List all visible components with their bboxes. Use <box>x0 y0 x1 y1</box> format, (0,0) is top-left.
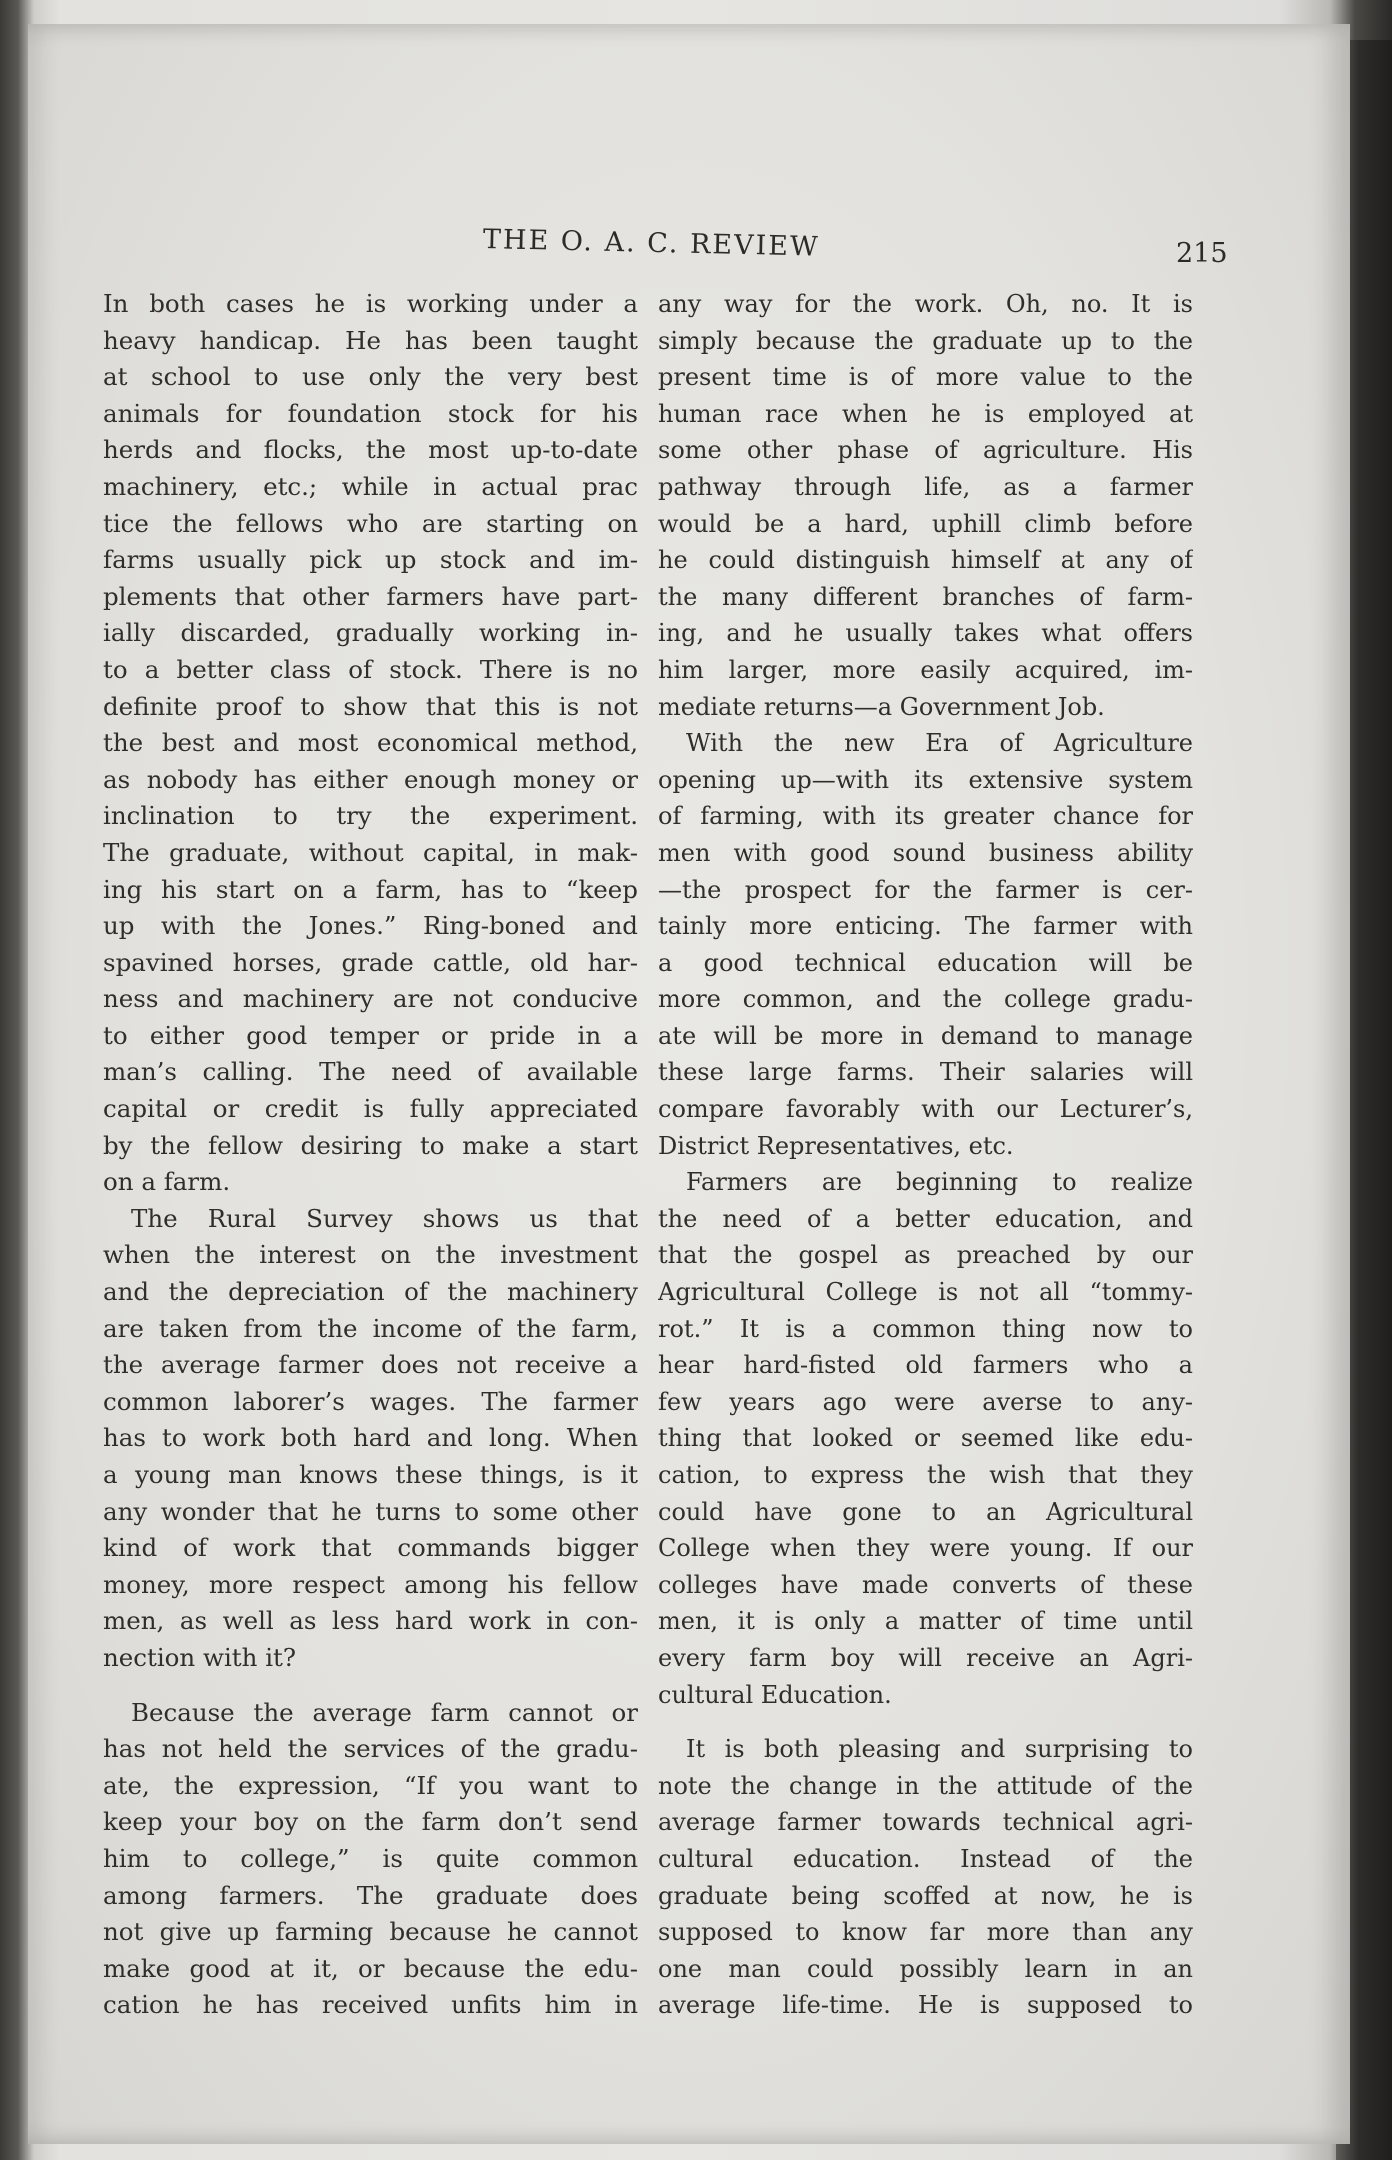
text-line: nection with it? <box>103 1642 297 1672</box>
text-line: Agricultural College is not all “tommy- <box>658 1278 1193 1307</box>
text-line: by the fellow desiring to make a start <box>103 1130 638 1160</box>
text-line: supposed to know far more than any <box>658 1918 1193 1947</box>
text-line: The Rural Survey shows us that <box>131 1203 638 1233</box>
text-line: farms usually pick up stock and im- <box>103 545 638 575</box>
text-line: any wonder that he turns to some other <box>103 1496 638 1526</box>
text-line: ially discarded, gradually working in- <box>103 618 638 648</box>
text-line: cultural education. Instead of the <box>658 1844 1193 1873</box>
text-line: man’s calling. The need of available <box>103 1057 638 1087</box>
text-line: human race when he is employed at <box>658 399 1193 428</box>
text-line: cation, to express the wish that they <box>658 1461 1193 1489</box>
text-line: has not held the services of the gradu- <box>103 1734 638 1764</box>
text-line: mediate returns—a Government Job. <box>658 692 1105 721</box>
text-line: money, more respect among his fellow <box>103 1569 638 1599</box>
text-line: colleges have made converts of these <box>658 1570 1193 1599</box>
text-line: ness and machinery are not conducive <box>103 984 638 1014</box>
journal-title: THE O. A. C. REVIEW <box>482 224 821 263</box>
text-line: capital or credit is fully appreciated <box>103 1094 638 1124</box>
text-line: some other phase of agriculture. His <box>658 436 1193 465</box>
text-line: simply because the graduate up to the <box>658 326 1193 355</box>
text-line: men, as well as less hard work in con- <box>103 1606 638 1636</box>
text-line: he could distinguish himself at any of <box>658 546 1193 575</box>
text-line: any way for the work. Oh, no. It is <box>658 290 1193 318</box>
paragraph-gap <box>103 1677 638 1695</box>
text-line: tainly more enticing. The farmer with <box>658 912 1193 941</box>
text-line: of farming, with its greater chance for <box>658 802 1193 831</box>
text-line: District Representatives, etc. <box>658 1131 1014 1160</box>
text-line: as nobody has either enough money or <box>103 764 638 794</box>
text-line: him larger, more easily acquired, im- <box>658 655 1193 684</box>
page-number: 215 <box>1176 238 1228 269</box>
running-header <box>28 224 1350 269</box>
text-line: that the gospel as preached by our <box>658 1241 1193 1270</box>
text-line: The graduate, without capital, in mak- <box>103 837 638 867</box>
text-line: men with good sound business ability <box>658 838 1193 867</box>
text-line: could have gone to an Agricultural <box>658 1497 1193 1526</box>
text-line: a young man knows these things, is it <box>103 1460 638 1489</box>
text-line: ate will be more in demand to manage <box>658 1021 1193 1050</box>
text-line: average life-time. He is supposed to <box>658 1991 1193 2020</box>
text-line: ing his start on a farm, has to “keep <box>103 874 638 904</box>
text-line: and the depreciation of the machinery <box>103 1277 638 1307</box>
text-line: graduate being scoffed at now, he is <box>658 1881 1193 1910</box>
text-line: opening up—with its extensive system <box>658 765 1193 794</box>
text-line: ing, and he usually takes what offers <box>658 619 1193 648</box>
text-line: animals for foundation stock for his <box>103 398 638 428</box>
text-line: College when they were young. If our <box>658 1534 1193 1563</box>
text-line: It is both pleasing and surprising to <box>686 1735 1193 1764</box>
text-line: among farmers. The graduate does <box>103 1880 638 1910</box>
text-line: every farm boy will receive an Agri- <box>658 1643 1193 1672</box>
text-line: few years ago were averse to any- <box>658 1387 1193 1416</box>
text-line: machinery, etc.; while in actual prac <box>103 471 638 501</box>
text-line: spavined horses, grade cattle, old har- <box>103 947 638 977</box>
text-line: would be a hard, uphill climb before <box>658 509 1193 538</box>
text-line: on a farm. <box>103 1167 231 1197</box>
text-line: average farmer towards technical agri- <box>658 1808 1193 1837</box>
text-line: ate, the expression, “If you want to <box>103 1770 638 1800</box>
text-line: at school to use only the very best <box>103 362 638 392</box>
text-line: cultural Education. <box>658 1680 892 1709</box>
text-line: him to college,” is quite common <box>103 1843 638 1873</box>
text-line: one man could possibly learn in an <box>658 1954 1193 1983</box>
text-line: men, it is only a matter of time until <box>658 1607 1193 1636</box>
text-line: the average farmer does not receive a <box>103 1350 638 1380</box>
text-line: more common, and the college gradu- <box>658 985 1193 1014</box>
text-line: has to work both hard and long. When <box>103 1423 638 1453</box>
text-line: cation he has received unfits him in <box>103 1990 638 2020</box>
text-line: to either good temper or pride in a <box>103 1020 638 1050</box>
text-line: common laborer’s wages. The farmer <box>103 1386 638 1416</box>
text-line: In both cases he is working under a <box>103 289 638 318</box>
left-column <box>103 286 638 2024</box>
text-line: thing that looked or seemed like edu- <box>658 1424 1193 1453</box>
text-line: hear hard-fisted old farmers who a <box>658 1351 1193 1380</box>
text-line: to a better class of stock. There is no <box>103 654 638 684</box>
text-line: a good technical education will be <box>658 948 1193 977</box>
text-line: the best and most economical method, <box>103 728 638 758</box>
text-line: rot.” It is a common thing now to <box>658 1314 1193 1343</box>
text-line: are taken from the income of the farm, <box>103 1313 638 1343</box>
text-line: these large farms. Their salaries will <box>658 1058 1193 1087</box>
text-line: Because the average farm cannot or <box>131 1697 638 1727</box>
text-line: plements that other farmers have part- <box>103 581 638 611</box>
text-line: inclination to try the experiment. <box>103 801 638 831</box>
text-line: —the prospect for the farmer is cer- <box>658 875 1193 904</box>
text-line: present time is of more value to the <box>658 363 1193 392</box>
text-line: when the interest on the investment <box>103 1240 638 1270</box>
text-line: make good at it, or because the edu- <box>103 1953 638 1983</box>
text-line: the need of a better education, and <box>658 1204 1193 1233</box>
text-line: With the new Era of Agriculture <box>686 729 1193 758</box>
text-line: not give up farming because he cannot <box>103 1917 638 1947</box>
paragraph-gap <box>658 1713 1193 1731</box>
text-line: tice the fellows who are starting on <box>103 508 638 538</box>
book-page <box>28 24 1350 2144</box>
text-line: definite proof to show that this is not <box>103 691 638 721</box>
text-line: Farmers are beginning to realize <box>686 1168 1193 1197</box>
text-line: keep your boy on the farm don’t send <box>103 1807 638 1837</box>
right-column <box>658 286 1193 2024</box>
text-line: pathway through life, as a farmer <box>658 472 1193 501</box>
text-line: up with the Jones.” Ring-boned and <box>103 911 638 941</box>
text-line: compare favorably with our Lecturer’s, <box>658 1095 1193 1124</box>
text-line: note the change in the attitude of the <box>658 1771 1193 1800</box>
text-line: herds and flocks, the most up-to-date <box>103 435 638 465</box>
text-line: kind of work that commands bigger <box>103 1533 638 1563</box>
text-line: the many different branches of farm- <box>658 582 1193 611</box>
text-line: heavy handicap. He has been taught <box>103 325 638 355</box>
